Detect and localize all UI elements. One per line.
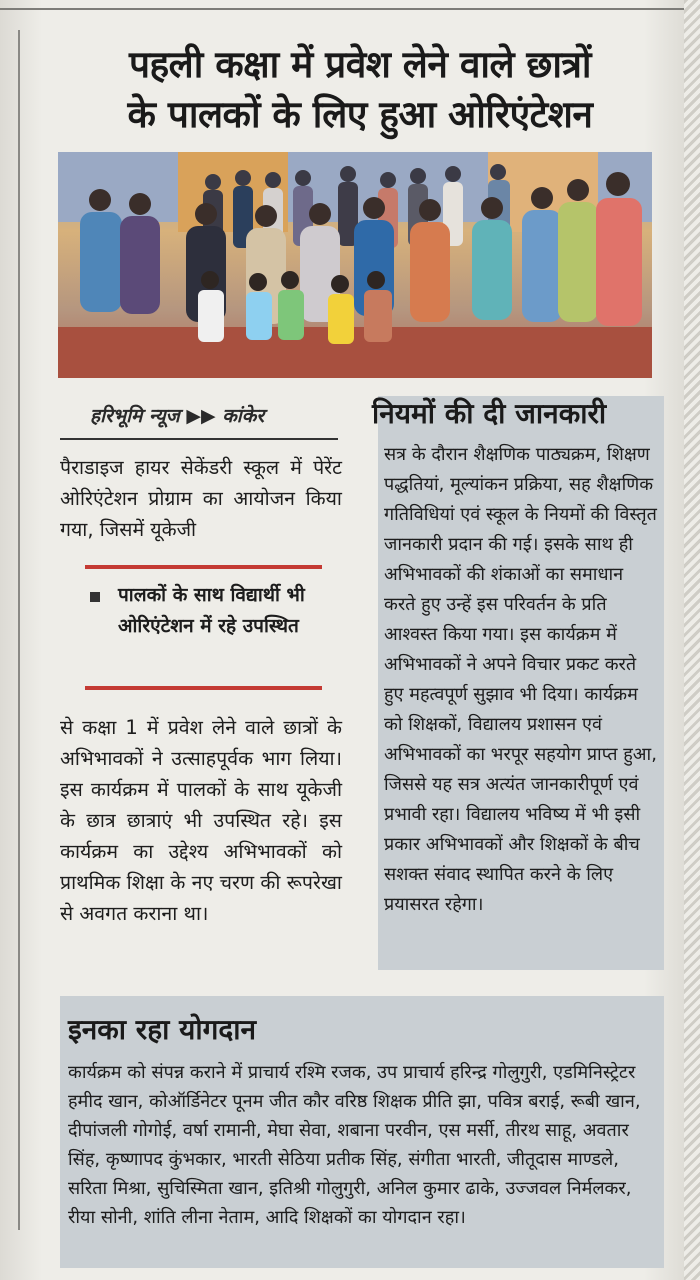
group-photo: [58, 152, 652, 378]
sidebar-text: सत्र के दौरान शैक्षणिक पाठ्यक्रम, शिक्षण पद्धतियां, मूल्यांकन प्रक्रिया, सह शैक्षणिक गतिविधियां एवं स्कूल के नियमों की विस्तृत जानकारी प्रदान की गई। इसके साथ ही अभिभावकों की शंकाओं का समाधान करते हुए उन्हें इस परिवर्तन के प्रति आश्वस्त किया गया। इस कार्यक्रम में अभिभावकों ने अपने विचार प्रकट करते हुए महत्वपूर्ण सुझाव भी दिया। कार्यक्रम को शिक्षकों, विद्यालय प्रशासन एवं अभिभावकों का भरपूर सहयोग प्राप्त हुआ, जिससे यह सत्र अत्यंत जानकारीपूर्ण एवं प्रभावी रहा। विद्यालय भविष्य में भी इसी प्रकार अभिभावकों और शिक्षकों के बीच सशक्त संवाद स्थापित करने के लिए प्रयासरत रहेगा।: [384, 444, 657, 915]
body-paragraph: से कक्षा 1 में प्रवेश लेने वाले छात्रों के अभिभावकों ने उत्साहपूर्वक भाग लिया। इस कार्यक्रम में पालकों के साथ यूकेजी के छात्र छात्राएं भी उपस्थित रहे। इस कार्यक्रम का उद्देश्य अभिभावकों को प्राथमिक शिक्षा के नए चरण की रूपरेखा से अवगत कराना था।: [60, 716, 342, 925]
contribution-text: कार्यक्रम को संपन्न कराने में प्राचार्य रश्मि रजक, उप प्राचार्य हरिन्द्र गोलुगुरी, एडमिनिस्ट्रेटर हमीद खान, कोऑर्डिनेटर पूनम जीत कौर वरिष्ठ शिक्षक प्रीति झा, पवित्र बराई, रूबी खान, दीपांजली गोगोई, वर्षा रामानी, मेघा सेवा, शबाना परवीन, एस मर्सी, तीरथ साहू, अवतार सिंह, कृष्णापद कुंभकार, भारती सेठिया प्रतीक सिंह, संगीता भारती, जीतूदास माण्डले, सरिता मिश्रा, सुचिस्मिता खान, इतिश्री गोलुगुरी, अनिल कुमार ढाके, उज्जवल निर्मलकर, रीया सोनी, शांति लीना नेताम, आदि शिक्षकों का योगदान रहा।: [68, 1062, 641, 1228]
contribution-heading: इनका रहा योगदान: [68, 1013, 257, 1046]
intro-paragraph: पैराडाइज हायर सेकेंडरी स्कूल में पेरेंट ओरिएंटेशन प्रोग्राम का आयोजन किया गया, जिसमें यूकेजी: [60, 456, 342, 541]
paper-edge-texture: [684, 0, 700, 1280]
sidebar-heading: नियमों की दी जानकारी: [372, 397, 607, 430]
top-rule: [0, 8, 700, 10]
headline-line-1: पहली कक्षा में प्रवेश लेने वाले छात्रों: [129, 43, 591, 86]
callout-bottom-rule: [85, 686, 322, 690]
callout-text: पालकों के साथ विद्यार्थी भी ओरिएंटेशन में रहे उपस्थित: [118, 584, 305, 637]
headline-line-2: के पालकों के लिए हुआ ओरिएंटेशन: [127, 93, 593, 136]
callout-top-rule: [85, 565, 322, 569]
byline: हरिभूमि न्यूज ▶▶ कांकेर: [90, 405, 265, 427]
bullet-square-icon: [90, 592, 100, 602]
byline-rule: [60, 438, 338, 440]
group-photo-illustration: [58, 152, 652, 378]
left-column-rule: [18, 30, 20, 1230]
